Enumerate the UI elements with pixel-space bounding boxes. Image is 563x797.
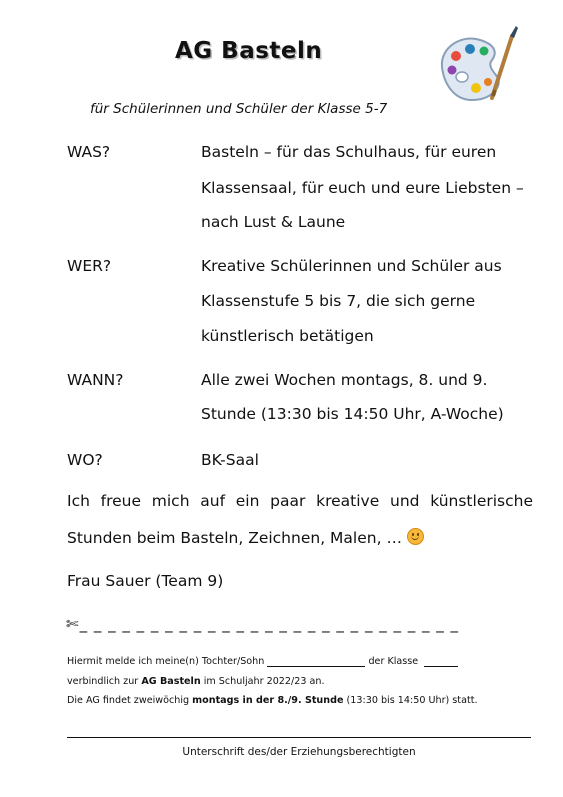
closing-line-1: Ich freue mich auf ein paar kreative und künstlerische xyxy=(67,492,533,510)
wer-line-2: Klassenstufe 5 bis 7, die sich gerne xyxy=(201,292,476,310)
smiley-icon xyxy=(407,528,424,545)
wann-line-2: Stunde (13:30 bis 14:50 Uhr, A-Woche) xyxy=(201,405,504,423)
paint-palette-icon xyxy=(432,22,522,112)
wann-line-1: Alle zwei Wochen montags, 8. und 9. xyxy=(201,371,488,389)
form-text: Die AG findet zweiwöchig xyxy=(67,695,190,706)
was-line-2: Klassensaal, für euch und eure Liebsten – xyxy=(201,179,524,197)
form-text: Hiermit melde ich meine(n) Tochter/Sohn xyxy=(67,656,265,667)
cut-dashes: _ _ _ _ _ _ _ _ _ _ _ _ _ _ _ _ _ _ _ _ _ _ _ _ _ _ _ xyxy=(79,615,460,633)
teacher-signature: Frau Sauer (Team 9) xyxy=(67,572,224,590)
target-audience: für Schülerinnen und Schüler der Klasse 5-7 xyxy=(90,101,388,117)
form-line-1 xyxy=(67,656,458,667)
label-wann: WANN? xyxy=(67,371,124,389)
form-text: verbindlich zur xyxy=(67,676,139,687)
signature-line[interactable] xyxy=(67,737,531,738)
signature-caption: Unterschrift des/der Erziehungsberechtigten xyxy=(182,746,416,758)
wo-line-1: BK-Saal xyxy=(201,451,259,469)
form-text: der Klasse xyxy=(368,656,419,667)
wer-line-3: künstlerisch betätigen xyxy=(201,327,374,345)
closing-line-2: Stunden beim Basteln, Zeichnen, Malen, … xyxy=(67,529,402,547)
form-line-2 xyxy=(67,676,325,687)
child-name-blank[interactable] xyxy=(267,657,365,667)
form-text: im Schuljahr 2022/23 an. xyxy=(203,676,325,687)
label-wo: WO? xyxy=(67,451,103,469)
form-text-bold: montags in der 8./9. Stunde xyxy=(192,695,344,706)
label-was: WAS? xyxy=(67,143,111,161)
wer-line-1: Kreative Schülerinnen und Schüler aus xyxy=(201,257,502,275)
class-blank[interactable] xyxy=(424,657,458,667)
cut-line xyxy=(66,615,459,633)
was-line-3: nach Lust & Laune xyxy=(201,213,346,231)
scissors-icon: ✄ xyxy=(66,615,80,633)
page-title: AG Basteln xyxy=(175,38,323,64)
form-line-3 xyxy=(67,695,478,706)
label-wer: WER? xyxy=(67,257,112,275)
form-text: (13:30 bis 14:50 Uhr) statt. xyxy=(346,695,478,706)
closing-paragraph-2 xyxy=(67,528,533,547)
closing-paragraph xyxy=(67,492,533,510)
form-text-bold: AG Basteln xyxy=(141,676,201,687)
was-line-1: Basteln – für das Schulhaus, für euren xyxy=(201,143,497,161)
